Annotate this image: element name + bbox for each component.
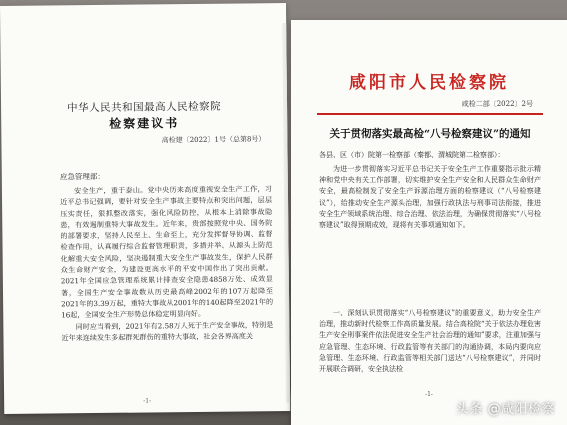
left-doc-paragraph-1: 安全生产，重于泰山。党中央历来高度重视安全生产工作，习近平总书记强调，要针对安全生产事故主要特点和突出问题，层层压实责任，狠抓整改落实，强化风险防控，从根本上消除事故隐患，有效遏制重特大事故发生。近年来，贵部按照党中央、国务院的部署要求，坚持人民至上、生命至上，充分发挥督导协调、监督检查作用，认真履行综合监督管理职责，多措并举、从源头上防范化解重大安全风险，坚决遏制重大安全生产事故发生，保护人民群众生命财产安全，为建设更高水平的平安中国作出了突出贡献。2021年全国应急管理系统累计排查安全隐患4858万处、成效显著，全国生产安全事故数从历史最高峰2002年的107万起降至2021年的3.39万起，重特大事故从2001年的140起降至2021年的16起，全国安全生产形势总体稳定明显向好。 [60, 184, 274, 320]
left-doc-number: 高检建〔2022〕1号（总第8号） [161, 135, 266, 145]
right-doc-addressee: 各县、区（市）院第一检察部（秦都、渭城院第二检察部）： [319, 151, 505, 159]
right-doc-number: 咸检二部〔2022〕2号 [461, 100, 533, 108]
right-doc-issuer-header: 咸阳市人民检察院 [349, 73, 509, 93]
left-doc-issuer: 中华人民共和国最高人民检察院 [67, 100, 222, 115]
left-doc-page-number: -1- [143, 397, 152, 405]
right-doc-subject: 关于贯彻落实最高检“八号检察建议”的通知 [329, 128, 531, 140]
left-doc-body [60, 183, 274, 343]
right-doc-page-number: -1- [425, 391, 433, 398]
right-doc-paragraph-1: 为进一步贯彻落实习近平总书记关于安全生产工作重要指示批示精神和党中央有关工作部署，切实维护安全生产安全和人民群众生命财产安全，最高检制发了安全生产诉源治理方面的检察建议（“八号检察建议”），给推动安全生产源头治理，加强行政执法与刑事司法衔接，推进安全生产领域系统治理、综合治理、依法治理，为确保贯彻落实“八号检察建议”取得预期成效，现将有关事项通知如下。 [319, 165, 541, 230]
left-document [0, 3, 290, 414]
left-doc-addressee: 应急管理部： [59, 171, 105, 182]
red-header-rule [317, 113, 543, 115]
source-watermark: 头条 @咸阳检察 [455, 402, 555, 417]
right-document [291, 20, 567, 425]
left-doc-title: 检察建议书 [109, 116, 180, 131]
left-doc-paragraph-2: 同时应当看到，2021年有2.58万人死于生产安全事故，特别是近年来连续发生多起群死群伤的重特大事故，社会各界高度关 [61, 319, 274, 343]
right-doc-paragraph-2: 一、深刻认识贯彻落实“八号检察建议”的重要意义，助力安全生产治理，推动新时代检察工作高质量发展。结合高检院“关于依法办理危害生产安全刑事案件依法促进安全生产社会治理的通知”要求，注重加强与应急管理、生态环境、行政监管等有关部门的沟通协调，本局内要向应急管理、生态环境、行政监管等相关部门送达“八号检察建议”，并同时开展联合调研，安全执法检 [319, 309, 541, 374]
